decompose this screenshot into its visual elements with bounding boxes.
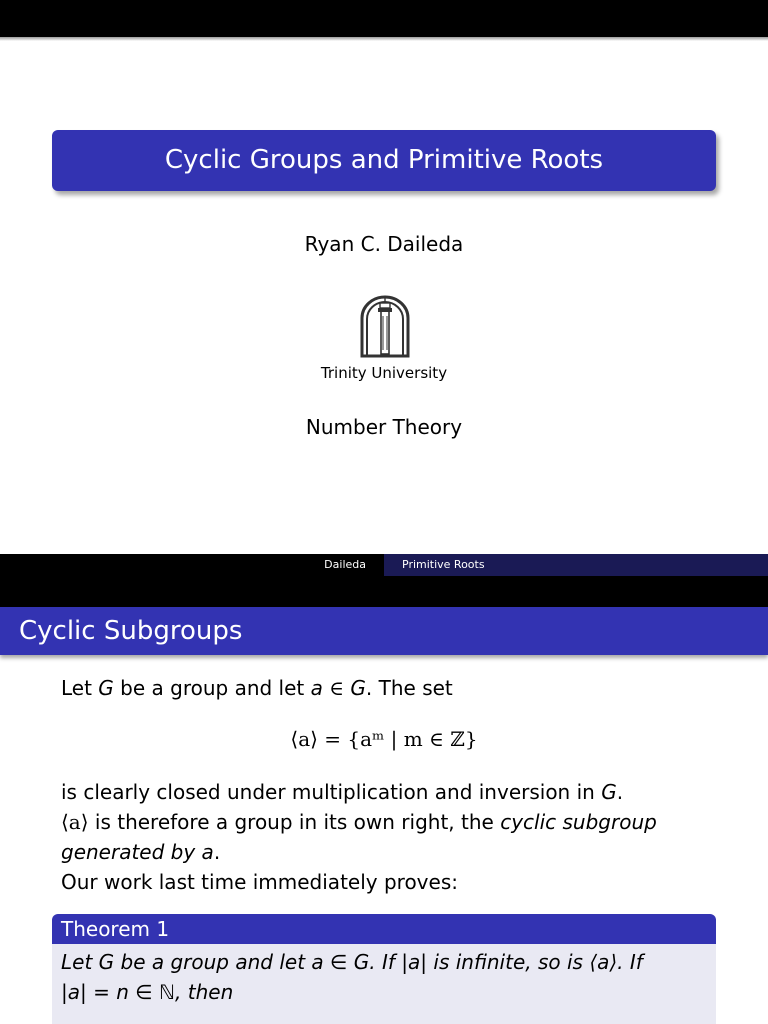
paragraph-line-4 xyxy=(61,837,220,867)
emphasis-text: cyclic subgroup xyxy=(500,810,657,834)
element-of-symbol: ∈ xyxy=(322,676,351,700)
text: Let xyxy=(61,676,99,700)
text: is clearly closed under multiplication and inversion in xyxy=(61,780,602,804)
trinity-university-tower-logo-icon xyxy=(358,294,412,360)
math-var-G: G xyxy=(601,780,617,804)
top-bar xyxy=(0,0,768,37)
math-cyclic-subgroup: ⟨a⟩ xyxy=(61,810,89,834)
display-equation: ⟨a⟩ = {aᵐ | m ∈ ℤ} xyxy=(290,727,478,751)
top-bar xyxy=(0,576,768,607)
author-name: Ryan C. Daileda xyxy=(304,232,464,256)
paragraph-line-2 xyxy=(61,777,623,807)
math-var-a: a xyxy=(310,676,323,700)
paragraph-line-1 xyxy=(61,673,453,703)
institute-name: Trinity University xyxy=(320,364,448,382)
content-slide xyxy=(0,576,768,1024)
math-var-G: G xyxy=(98,676,114,700)
text: . The set xyxy=(365,676,453,700)
text: . xyxy=(213,840,221,864)
presentation-title: Cyclic Groups and Primitive Roots xyxy=(52,130,716,191)
text: is therefore a group in its own right, the xyxy=(88,810,501,834)
text: be a group and let xyxy=(113,676,311,700)
math-var-G: G xyxy=(350,676,366,700)
frame-title: Cyclic Subgroups xyxy=(0,607,768,655)
top-bar-shadow xyxy=(0,37,768,41)
theorem-line-1: Let G be a group and let a ∈ G. If |a| is infinite, so is ⟨a⟩. If xyxy=(61,950,643,974)
footer-short-title: Primitive Roots xyxy=(384,554,768,576)
theorem-title: Theorem 1 xyxy=(52,914,716,944)
theorem-body xyxy=(52,944,716,1024)
theorem-line-2: |a| = n ∈ ℕ, then xyxy=(61,980,234,1004)
paragraph-line-5: Our work last time immediately proves: xyxy=(61,870,458,894)
emphasis-text: generated by a xyxy=(61,840,214,864)
footer-author: Daileda xyxy=(324,558,366,571)
paragraph-line-3 xyxy=(61,807,657,837)
text: . xyxy=(616,780,624,804)
course-name: Number Theory xyxy=(305,415,463,439)
footline xyxy=(0,554,768,576)
